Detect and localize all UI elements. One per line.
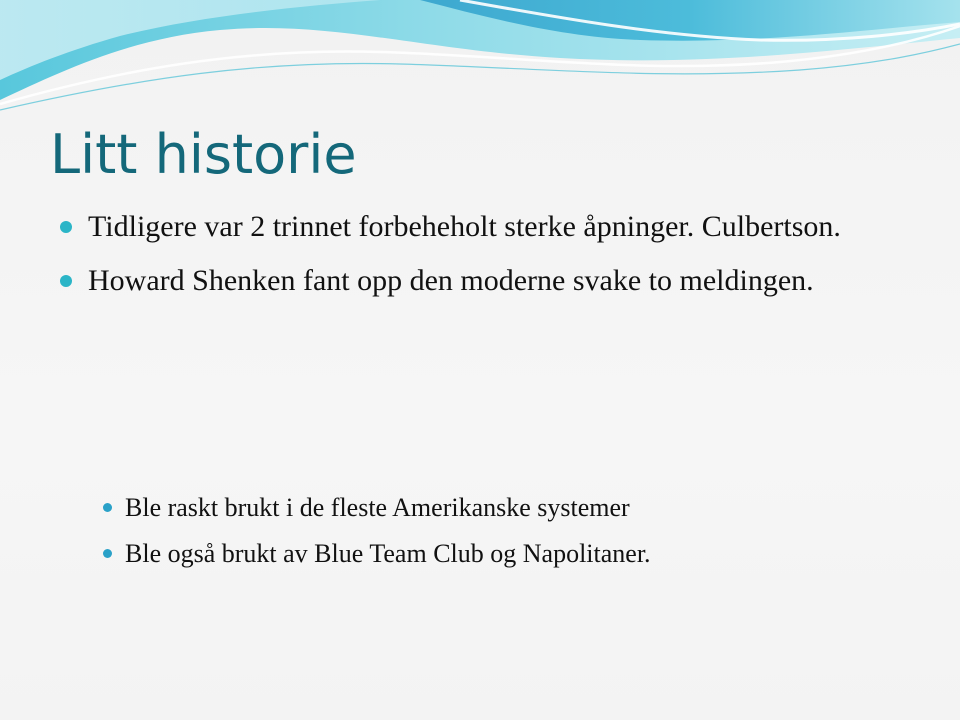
sub-bullet-text: Ble raskt brukt i de fleste Amerikanske systemer bbox=[125, 493, 630, 522]
list-item bbox=[103, 536, 903, 572]
sub-bullet-dot-icon bbox=[103, 503, 112, 512]
list-item bbox=[60, 208, 900, 246]
list-item bbox=[103, 490, 903, 526]
slide-title: Litt historie bbox=[50, 123, 357, 186]
bullet-dot-icon bbox=[60, 221, 72, 233]
bullet-text: Howard Shenken fant opp den moderne svake to meldingen. bbox=[88, 264, 814, 297]
header-wave-decoration bbox=[0, 0, 960, 120]
sub-bullet-dot-icon bbox=[103, 549, 112, 558]
bullet-dot-icon bbox=[60, 275, 72, 287]
sub-bullet-text: Ble også brukt av Blue Team Club og Napolitaner. bbox=[125, 539, 651, 568]
bullet-text: Tidligere var 2 trinnet forbeheholt sterke åpninger. Culbertson. bbox=[88, 210, 841, 243]
bullet-list bbox=[60, 208, 900, 316]
sub-bullet-list bbox=[103, 490, 903, 582]
list-item bbox=[60, 262, 900, 300]
